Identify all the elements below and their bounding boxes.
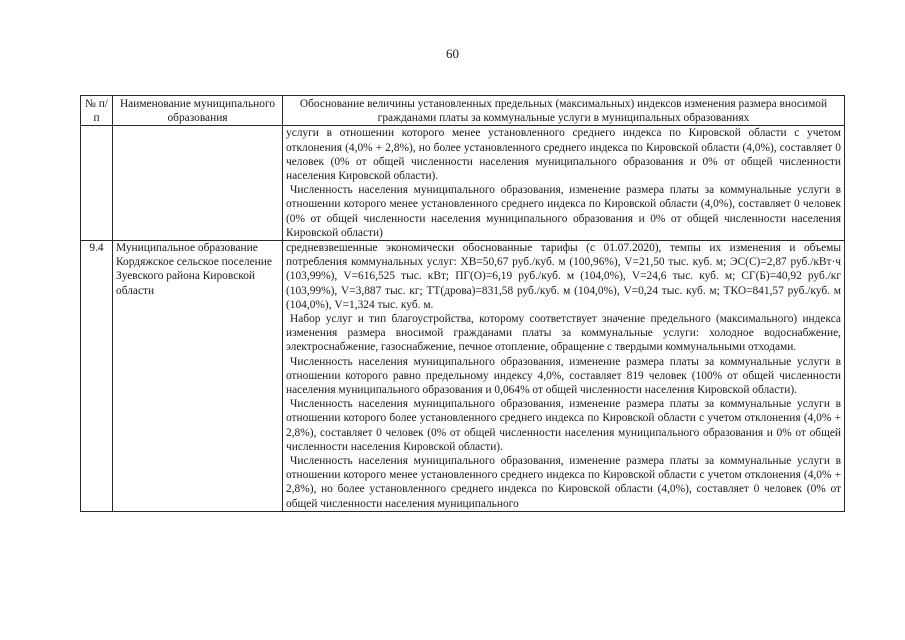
table-row [81,126,845,241]
header-num: № п/п [81,96,113,126]
municipality-name-cell [113,126,283,241]
justification-paragraph: Численность населения муниципального образования, изменение размера платы за коммунальные услуги в отношении которого менее установленного среднего индекса по Кировской области (4,0%), составляет 0 человек (0% от общей численности населения муниципального образования и 0% от общей численности населения Кировской области) [286,184,841,239]
justification-paragraph: услуги в отношении которого менее установленного среднего индекса по Кировской области с учетом отклонения (4,0% + 2,8%), но более установленного среднего индекса по Кировской области (4,0%), составляет 0 человек (0% от общей численности населения муниципального образования и 0% от общей численности населения Кировской области). [286,127,841,183]
table-header-row [81,96,845,126]
tariff-justification-table [80,95,845,512]
row-num-cell: 9.4 [81,241,113,512]
page-number: 60 [446,46,459,61]
justification-paragraph: Набор услуг и тип благоустройства, которому соответствует значение предельного (максимального) индекса изменения размера вносимой гражданами платы за коммунальные услуги: холодное водоснабжение, электроснабжение, газоснабжение, печное отопление, обращение с твердыми коммунальными отходами. [286,313,841,354]
municipality-name-cell: Муниципальное образование Кордяжское сельское поселение Зуевского района Кировской области [113,241,283,512]
justification-paragraph: Численность населения муниципального образования, изменение размера платы за коммунальные услуги в отношении которого менее установленного среднего индекса по Кировской области с учетом отклонения (4,0% + 2,8%), но более установленного среднего индекса по Кировской области (4,0%), составляет 0 человек (0% от общей численности населения муниципального [286,455,841,510]
justification-paragraph: Численность населения муниципального образования, изменение размера платы за коммунальные услуги в отношении которого равно предельному индексу 4,0%, составляет 819 человек (100% от общей численности населения муниципального образования и 0,064% от общей численности населения Кировской области). [286,355,841,397]
justification-paragraph: средневзвешенные экономически обоснованные тарифы (с 01.07.2020), темпы их изменения и объемы потребления коммунальных услуг: ХВ=50,67 руб./куб. м (100,96%), V=21,50 тыс. куб. м; ЭС(С)=2,87 руб./кВт·ч (103,99%), V=616,525 тыс. кВт; ПГ(О)=6,19 руб./куб. м (104,0%), V=24,6 тыс. куб. м; СГ(Б)=40,92 руб./кг (103,99%), V=3,887 тыс. кг; ТТ(дрова)=831,58 руб./куб. м (104,0%), V=0,24 тыс. куб. м; ТКО=841,57 руб./куб. м (104,0%), V=1,324 тыс. куб. м. [286,242,841,311]
justification-cell [283,126,845,241]
header-justification: Обоснование величины установленных предельных (максимальных) индексов изменения размера вносимой гражданами платы за коммунальные услуги в муниципальных образованиях [283,96,845,126]
header-municipality-name: Наименование муниципального образования [113,96,283,126]
justification-cell [283,241,845,512]
row-num-cell [81,126,113,241]
justification-paragraph: Численность населения муниципального образования, изменение размера платы за коммунальные услуги в отношении которого более установленного среднего индекса по Кировской области с учетом отклонения (4,0% + 2,8%), составляет 0 человек (0% от общей численности населения муниципального образования и 0% от общей численности населения Кировской области). [286,398,841,453]
table-row [81,241,845,512]
